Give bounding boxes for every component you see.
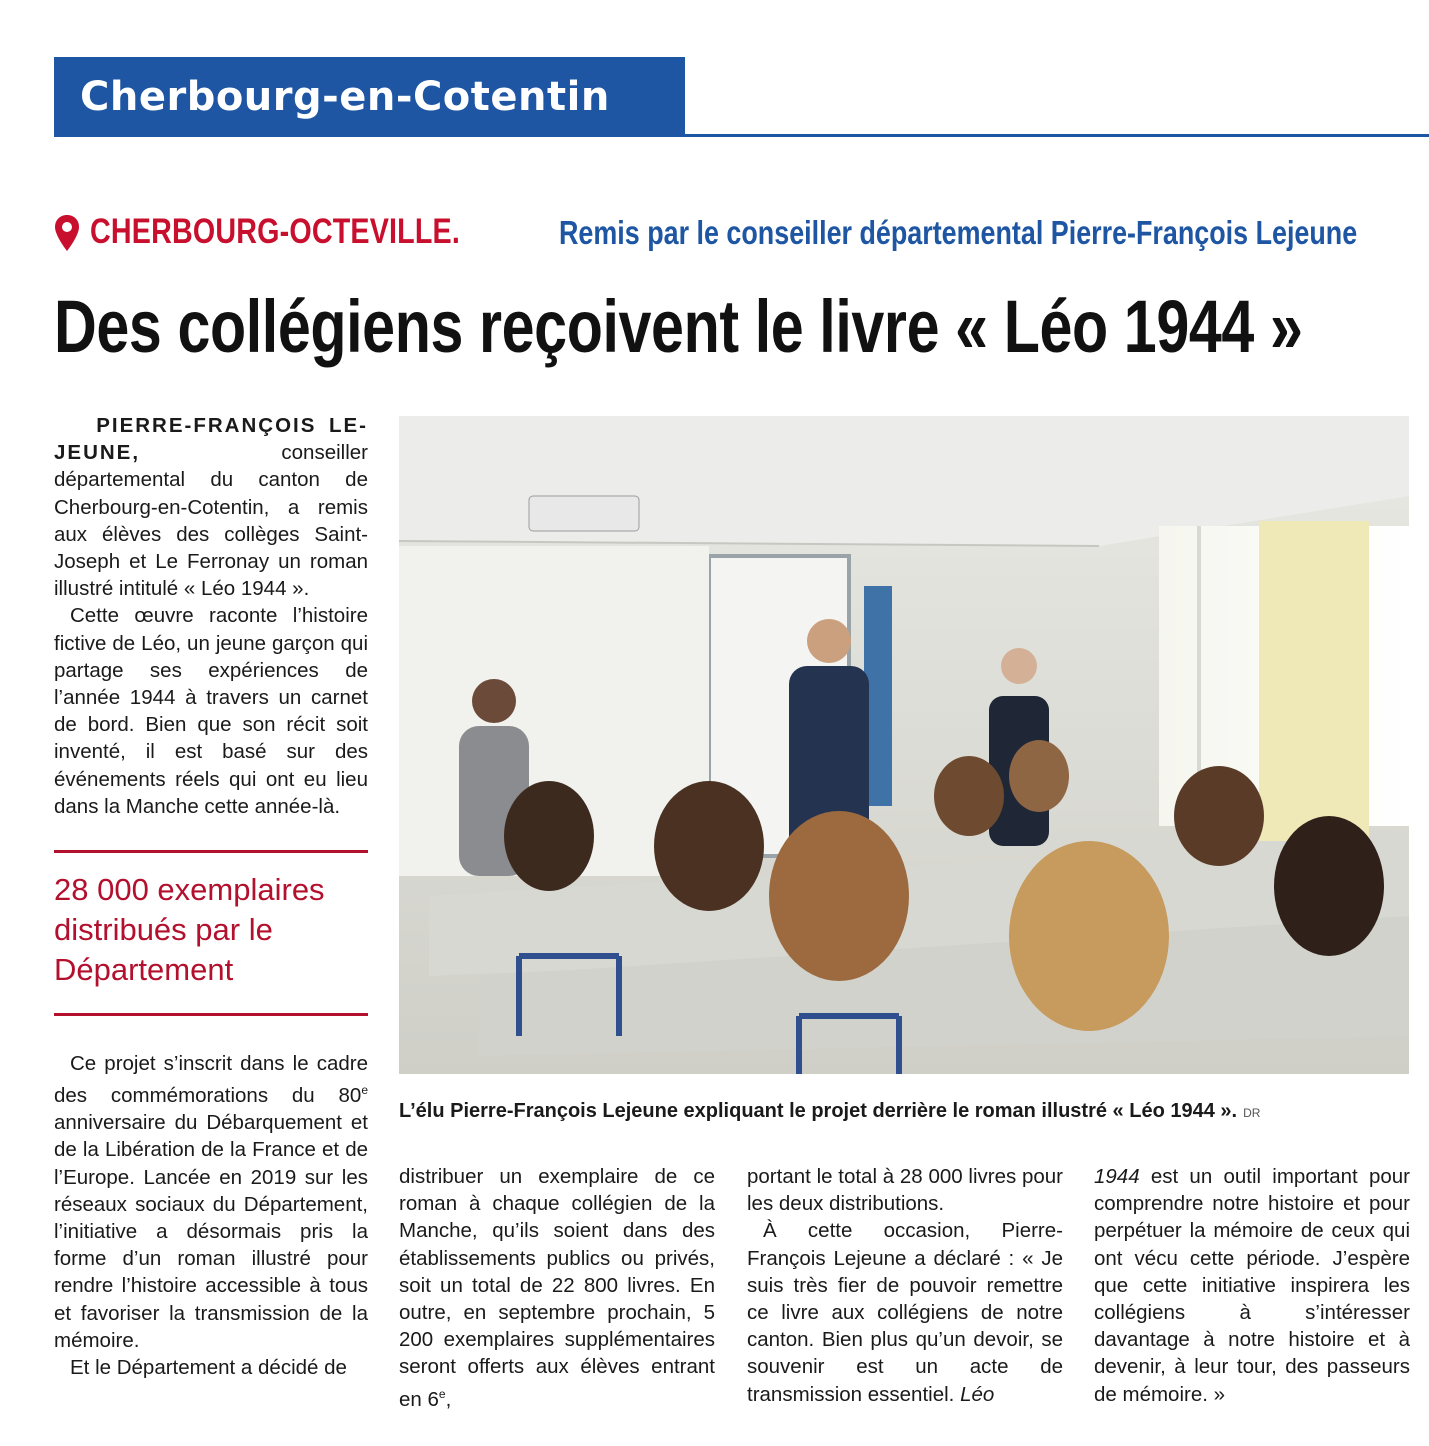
- kicker-place: CHERBOURG-OCTEVILLE.: [90, 212, 461, 251]
- caption-text: L’élu Pierre-François Lejeune expliquant le projet derrière le roman illustré « Léo 1944 ».: [399, 1100, 1238, 1122]
- section-rule: [685, 134, 1429, 137]
- article-photo: [399, 416, 1409, 1074]
- paragraph: [1094, 1163, 1410, 1408]
- paragraph: [399, 1163, 715, 1413]
- lead-name: PIERRE-FRANÇOIS LE-JEUNE,: [54, 414, 368, 465]
- paragraph: [54, 1050, 368, 1354]
- book-title: Léo: [960, 1382, 995, 1406]
- paragraph-text: est un outil important pour comprendre notre histoire et pour perpétuer la mémoire de ceux qui ont vécu cette période. J’espère que cette initiative inspirera les collégiens à s’intéresser davantage à notre histoire et à devenir, à leur tour, des passeurs de mémoire. »: [1094, 1165, 1410, 1406]
- article-column-3: [747, 1163, 1063, 1408]
- superscript: e: [438, 1386, 446, 1401]
- headline: Des collégiens reçoivent le livre « Léo 1944 »: [54, 285, 1303, 368]
- paragraph: Et le Département a décidé de: [70, 1356, 347, 1380]
- paragraph-text: distribuer un exemplaire de ce roman à chaque collégien de la Manche, qu’ils soient dans des établissements publics ou privés, soit un total de 22 800 livres. En outre, en septembre prochain, 5 200 exemplaires supplémentaires seront offerts aux élèves entrant en 6: [399, 1165, 715, 1411]
- article-column-1: [54, 412, 368, 820]
- paragraph-text: ,: [445, 1387, 452, 1411]
- pull-quote: [54, 850, 368, 1016]
- paragraph-text: anniversaire du Débarquement et de la Libération de la France et de l’Europe. Lancée en 2019 sur les réseaux sociaux du Département, l’initiative a désormais pris la forme d’un roman illustré pour rendre l’histoire accessible à tous et favoriser la transmission de la mémoire.: [54, 1111, 368, 1352]
- pull-quote-rule-bottom: [54, 1013, 368, 1016]
- paragraph-text: Ce projet s’inscrit dans le cadre des commémorations du 80: [54, 1052, 368, 1108]
- book-title: 1944: [1094, 1165, 1140, 1188]
- photo-caption: [399, 1100, 1409, 1123]
- pull-quote-text: 28 000 exemplaires distribués par le Département: [54, 872, 325, 987]
- pull-quote-rule-top: [54, 850, 368, 853]
- paragraph: portant le total à 28 000 livres pour les deux distributions.: [747, 1165, 1063, 1216]
- lead-text: conseiller départemental du canton de Cherbourg-en-Cotentin, a remis aux élèves des collèges Saint-Joseph et Le Ferronay un roman illustré intitulé « Léo 1944 ».: [54, 441, 368, 601]
- kicker-subtitle: Remis par le conseiller départemental Pierre-François Lejeune: [559, 214, 1358, 251]
- photo-credit: DR: [1243, 1106, 1261, 1120]
- section-title: Cherbourg-en-Cotentin: [80, 74, 610, 120]
- article-column-4: [1094, 1163, 1410, 1408]
- paragraph: [747, 1217, 1063, 1407]
- paragraph: Cette œuvre raconte l’histoire fictive de Léo, un jeune garçon qui partage ses expériences de l’année 1944 à travers un carnet de bord. Bien que son récit soit inventé, il est basé sur des événements réels qui ont eu lieu dans la Manche cette année-là.: [54, 604, 368, 818]
- paragraph-text: À cette occasion, Pierre-François Lejeune a déclaré : « Je suis très fier de pouvoir remettre ce livre aux collégiens de notre canton. Bien plus qu’un devoir, se souvenir est un acte de transmission essentiel.: [747, 1219, 1063, 1406]
- superscript: e: [361, 1083, 368, 1098]
- article-column-1-lower: [54, 1050, 368, 1381]
- article-column-2: [399, 1163, 715, 1413]
- section-banner: [54, 57, 685, 137]
- classroom-photo-illustration: [399, 416, 1409, 1074]
- location-pin-icon: [54, 214, 80, 252]
- lead-paragraph: [54, 412, 368, 602]
